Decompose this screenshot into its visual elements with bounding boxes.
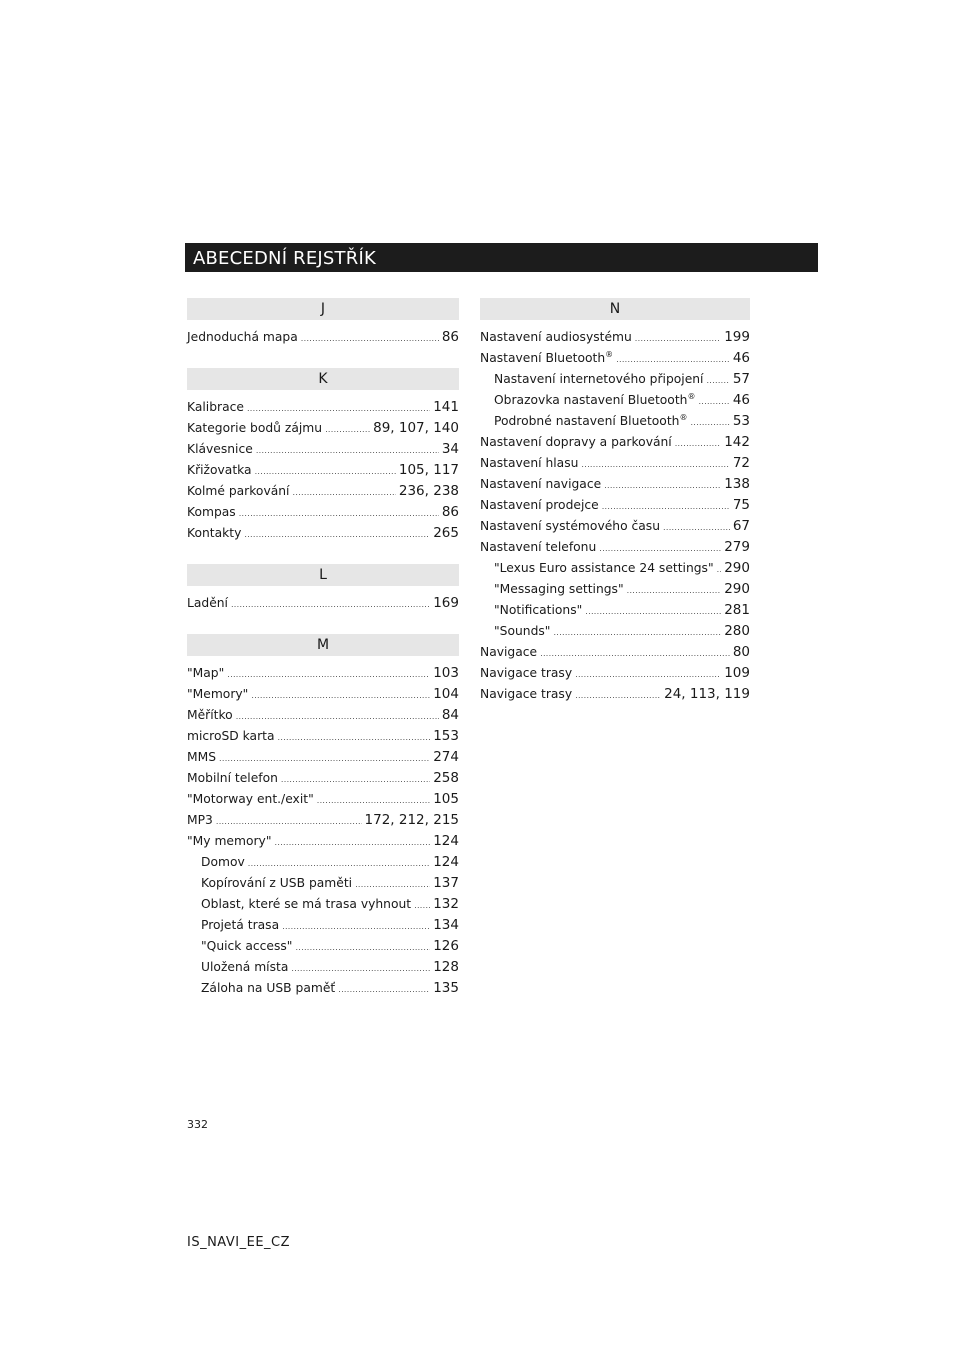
- index-subentry: [480, 621, 750, 642]
- dot-leader: [251, 685, 430, 706]
- entry-label-text: Nastavení hlasu: [480, 456, 579, 470]
- index-subentry: [187, 936, 459, 957]
- entry-pages: 34: [441, 441, 459, 457]
- dot-leader: [278, 727, 431, 748]
- dot-leader: [663, 517, 730, 538]
- entry-pages: 274: [433, 749, 459, 765]
- dot-leader: [275, 832, 431, 853]
- entry-label-text: Nastavení telefonu: [480, 540, 597, 554]
- dot-leader: [292, 482, 395, 503]
- entry-pages: 142: [724, 434, 750, 450]
- entry-pages: 80: [732, 644, 750, 660]
- entry-label: [494, 579, 624, 600]
- entry-pages: 57: [732, 371, 750, 387]
- index-letter-heading: M: [187, 634, 459, 656]
- index-entry: [187, 831, 459, 852]
- dot-leader: [581, 454, 729, 475]
- index-entry: [187, 593, 459, 614]
- entry-pages: 103: [433, 665, 459, 681]
- section-gap: [187, 348, 459, 368]
- dot-leader: [414, 895, 430, 916]
- entry-label: [187, 327, 298, 348]
- entry-pages: 172, 212, 215: [364, 812, 459, 828]
- entry-pages: 89, 107, 140: [373, 420, 459, 436]
- entry-pages: 141: [433, 399, 459, 415]
- index-entry: [480, 663, 750, 684]
- index-entry: [480, 516, 750, 537]
- index-entry: [480, 474, 750, 495]
- entry-pages: 126: [433, 938, 459, 954]
- entry-label: [480, 684, 572, 705]
- entry-label: [494, 600, 582, 621]
- entry-pages: 279: [724, 539, 750, 555]
- entry-label: [201, 936, 292, 957]
- registered-mark: ®: [605, 349, 614, 359]
- index-letter-heading: N: [480, 298, 750, 320]
- dot-leader: [616, 349, 730, 370]
- registered-mark: ®: [679, 412, 688, 422]
- entry-label-text: Klávesnice: [187, 442, 253, 456]
- entry-pages: 75: [732, 497, 750, 513]
- index-subentry: [187, 873, 459, 894]
- entry-label: [187, 481, 289, 502]
- dot-leader: [540, 643, 730, 664]
- page-number: 332: [187, 1118, 208, 1131]
- entry-pages: 138: [724, 476, 750, 492]
- entry-label-text: MP3: [187, 813, 213, 827]
- entry-label-text: "Quick access": [201, 939, 293, 953]
- index-entry: [480, 495, 750, 516]
- index-entry: [187, 327, 459, 348]
- entry-pages: 134: [433, 917, 459, 933]
- entry-label: [480, 453, 578, 474]
- entry-label-text: Nastavení navigace: [480, 477, 602, 491]
- index-entry: [187, 768, 459, 789]
- dot-leader: [627, 580, 722, 601]
- entry-pages: 290: [724, 560, 750, 576]
- entry-pages: 24, 113, 119: [664, 686, 750, 702]
- entry-label: [480, 663, 572, 684]
- entry-label-text: Nastavení audiosystému: [480, 330, 632, 344]
- index-entry: [187, 502, 459, 523]
- entry-pages: 84: [441, 707, 459, 723]
- entry-label: [480, 474, 601, 495]
- dot-leader: [247, 398, 430, 419]
- entry-pages: 86: [441, 329, 459, 345]
- entry-pages: 236, 238: [398, 483, 459, 499]
- index-entry: [187, 810, 459, 831]
- entry-pages: 280: [724, 623, 750, 639]
- entry-label: [201, 957, 288, 978]
- index-entry: [480, 327, 750, 348]
- dot-leader: [291, 958, 430, 979]
- index-subentry: [187, 978, 459, 999]
- index-subentry: [187, 957, 459, 978]
- dot-leader: [690, 412, 729, 433]
- index-entry-list: [187, 327, 459, 348]
- entry-label-text: Jednoduchá mapa: [187, 330, 298, 344]
- index-subentry: [480, 411, 750, 432]
- entry-label-text: Uložená místa: [201, 960, 289, 974]
- entry-label-text: Navigace: [480, 645, 538, 659]
- entry-label-text: Mobilní telefon: [187, 771, 278, 785]
- entry-label-text: microSD karta: [187, 729, 275, 743]
- section-gap: [187, 544, 459, 564]
- entry-label: [201, 873, 352, 894]
- entry-label-text: Ladění: [187, 596, 228, 610]
- index-column-right: [480, 298, 750, 705]
- entry-label-text: Kalibrace: [187, 400, 244, 414]
- index-entry: [187, 663, 459, 684]
- entry-label: [480, 348, 613, 369]
- index-entry-list: [187, 663, 459, 999]
- entry-label-text: "Motorway ent./exit": [187, 792, 314, 806]
- entry-label-text: Křižovatka: [187, 463, 252, 477]
- entry-label: [187, 663, 224, 684]
- entry-label-text: Podrobné nastavení Bluetooth: [494, 414, 680, 428]
- entry-label-text: Domov: [201, 855, 245, 869]
- index-entry: [187, 705, 459, 726]
- section-title: ABECEDNÍ REJSTŘÍK: [193, 248, 376, 269]
- dot-leader: [635, 328, 721, 349]
- entry-pages: 124: [433, 854, 459, 870]
- index-entry: [187, 726, 459, 747]
- entry-label: [494, 369, 703, 390]
- dot-leader: [575, 664, 721, 685]
- index-subentry: [187, 852, 459, 873]
- entry-label-text: MMS: [187, 750, 217, 764]
- index-subentry: [187, 894, 459, 915]
- dot-leader: [553, 622, 721, 643]
- entry-label-text: Kolmé parkování: [187, 484, 290, 498]
- entry-label: [480, 516, 660, 537]
- entry-pages: 153: [433, 728, 459, 744]
- index-letter-heading: L: [187, 564, 459, 586]
- dot-leader: [244, 524, 430, 545]
- entry-label: [187, 593, 228, 614]
- index-subentry: [480, 600, 750, 621]
- entry-label: [480, 537, 596, 558]
- index-entry: [480, 537, 750, 558]
- dot-leader: [236, 706, 439, 727]
- index-entry: [187, 397, 459, 418]
- dot-leader: [219, 748, 430, 769]
- entry-pages: 72: [732, 455, 750, 471]
- entry-label-text: "Map": [187, 666, 225, 680]
- index-entry-list: [187, 397, 459, 544]
- dot-leader: [227, 664, 430, 685]
- entry-label-text: Kompas: [187, 505, 236, 519]
- entry-label-text: Obrazovka nastavení Bluetooth: [494, 393, 688, 407]
- entry-label-text: Měřítko: [187, 708, 233, 722]
- index-entry: [480, 453, 750, 474]
- entry-label: [187, 502, 236, 523]
- section-header: [185, 243, 818, 272]
- entry-label-text: Kategorie bodů zájmu: [187, 421, 323, 435]
- entry-label: [187, 418, 322, 439]
- entry-pages: 67: [732, 518, 750, 534]
- entry-label-text: Nastavení internetového připojení: [494, 372, 704, 386]
- entry-label: [187, 831, 272, 852]
- dot-leader: [698, 391, 729, 412]
- entry-label: [201, 894, 411, 915]
- entry-label-text: "Notifications": [494, 603, 583, 617]
- entry-pages: 105: [433, 791, 459, 807]
- entry-label: [494, 621, 550, 642]
- index-entry: [187, 523, 459, 544]
- index-subentry: [480, 390, 750, 411]
- entry-label-text: "Lexus Euro assistance 24 settings": [494, 561, 714, 575]
- dot-leader: [599, 538, 721, 559]
- entry-label: [187, 397, 244, 418]
- entry-label: [201, 978, 335, 999]
- index-entry: [480, 642, 750, 663]
- dot-leader: [355, 874, 430, 895]
- entry-label: [187, 460, 252, 481]
- entry-pages: 105, 117: [398, 462, 459, 478]
- section-gap: [187, 614, 459, 634]
- entry-label-text: "My memory": [187, 834, 272, 848]
- entry-label: [494, 411, 687, 432]
- index-entry: [187, 747, 459, 768]
- entry-label-text: Kopírování z USB paměti: [201, 876, 353, 890]
- index-letter-heading: K: [187, 368, 459, 390]
- entry-label-text: "Memory": [187, 687, 249, 701]
- entry-pages: 104: [433, 686, 459, 702]
- index-entry: [187, 481, 459, 502]
- dot-leader: [239, 503, 439, 524]
- index-entry: [480, 432, 750, 453]
- index-entry: [480, 684, 750, 705]
- entry-pages: 124: [433, 833, 459, 849]
- dot-leader: [585, 601, 721, 622]
- entry-label: [187, 810, 213, 831]
- entry-label: [494, 390, 695, 411]
- entry-label-text: Kontakty: [187, 526, 242, 540]
- entry-label: [187, 726, 275, 747]
- entry-label-text: Projetá trasa: [201, 918, 280, 932]
- entry-label: [187, 684, 248, 705]
- dot-leader: [317, 790, 430, 811]
- index-subentry: [480, 369, 750, 390]
- entry-pages: 53: [732, 413, 750, 429]
- entry-label: [187, 705, 233, 726]
- entry-pages: 199: [724, 329, 750, 345]
- entry-label-text: Navigace trasy: [480, 666, 573, 680]
- entry-label: [201, 852, 245, 873]
- entry-pages: 46: [732, 350, 750, 366]
- index-entry-list: [480, 327, 750, 705]
- dot-leader: [216, 811, 362, 832]
- dot-leader: [231, 594, 430, 615]
- entry-label: [480, 495, 599, 516]
- entry-label-text: "Messaging settings": [494, 582, 624, 596]
- entry-label: [480, 327, 632, 348]
- entry-pages: 169: [433, 595, 459, 611]
- entry-pages: 132: [433, 896, 459, 912]
- entry-label-text: Nastavení Bluetooth: [480, 351, 606, 365]
- entry-pages: 290: [724, 581, 750, 597]
- index-entry: [187, 418, 459, 439]
- dot-leader: [675, 433, 722, 454]
- dot-leader: [706, 370, 729, 391]
- index-entry-list: [187, 593, 459, 614]
- entry-pages: 109: [724, 665, 750, 681]
- entry-label: [480, 432, 672, 453]
- entry-label: [201, 915, 279, 936]
- index-subentry: [480, 579, 750, 600]
- registered-mark: ®: [687, 391, 696, 401]
- dot-leader: [281, 769, 430, 790]
- entry-label-text: Nastavení systémového času: [480, 519, 661, 533]
- index-entry: [187, 439, 459, 460]
- dot-leader: [282, 916, 430, 937]
- index-entry: [187, 789, 459, 810]
- entry-label-text: Nastavení prodejce: [480, 498, 599, 512]
- entry-pages: 46: [732, 392, 750, 408]
- entry-label: [187, 789, 314, 810]
- entry-pages: 86: [441, 504, 459, 520]
- index-subentry: [187, 915, 459, 936]
- entry-label: [187, 523, 241, 544]
- entry-label-text: Navigace trasy: [480, 687, 573, 701]
- dot-leader: [604, 475, 721, 496]
- entry-label: [480, 642, 537, 663]
- index-entry: [187, 460, 459, 481]
- dot-leader: [301, 328, 439, 349]
- entry-label-text: Nastavení dopravy a parkování: [480, 435, 672, 449]
- entry-pages: 265: [433, 525, 459, 541]
- entry-label: [187, 768, 278, 789]
- entry-label: [494, 558, 714, 579]
- dot-leader: [295, 937, 430, 958]
- document-code: IS_NAVI_EE_CZ: [187, 1235, 291, 1250]
- entry-pages: 128: [433, 959, 459, 975]
- dot-leader: [575, 685, 661, 706]
- entry-label-text: Oblast, které se má trasa vyhnout: [201, 897, 412, 911]
- dot-leader: [248, 853, 430, 874]
- dot-leader: [256, 440, 439, 461]
- index-column-left: [187, 298, 459, 999]
- entry-pages: 258: [433, 770, 459, 786]
- entry-label-text: Záloha na USB paměť: [201, 981, 336, 995]
- entry-pages: 135: [433, 980, 459, 996]
- dot-leader: [602, 496, 730, 517]
- dot-leader: [255, 461, 396, 482]
- dot-leader: [338, 979, 430, 1000]
- index-entry: [187, 684, 459, 705]
- dot-leader: [325, 419, 370, 440]
- index-letter-heading: J: [187, 298, 459, 320]
- entry-label: [187, 439, 253, 460]
- entry-pages: 137: [433, 875, 459, 891]
- entry-pages: 281: [724, 602, 750, 618]
- entry-label-text: "Sounds": [494, 624, 551, 638]
- index-subentry: [480, 558, 750, 579]
- index-entry: [480, 348, 750, 369]
- dot-leader: [717, 559, 722, 580]
- entry-label: [187, 747, 216, 768]
